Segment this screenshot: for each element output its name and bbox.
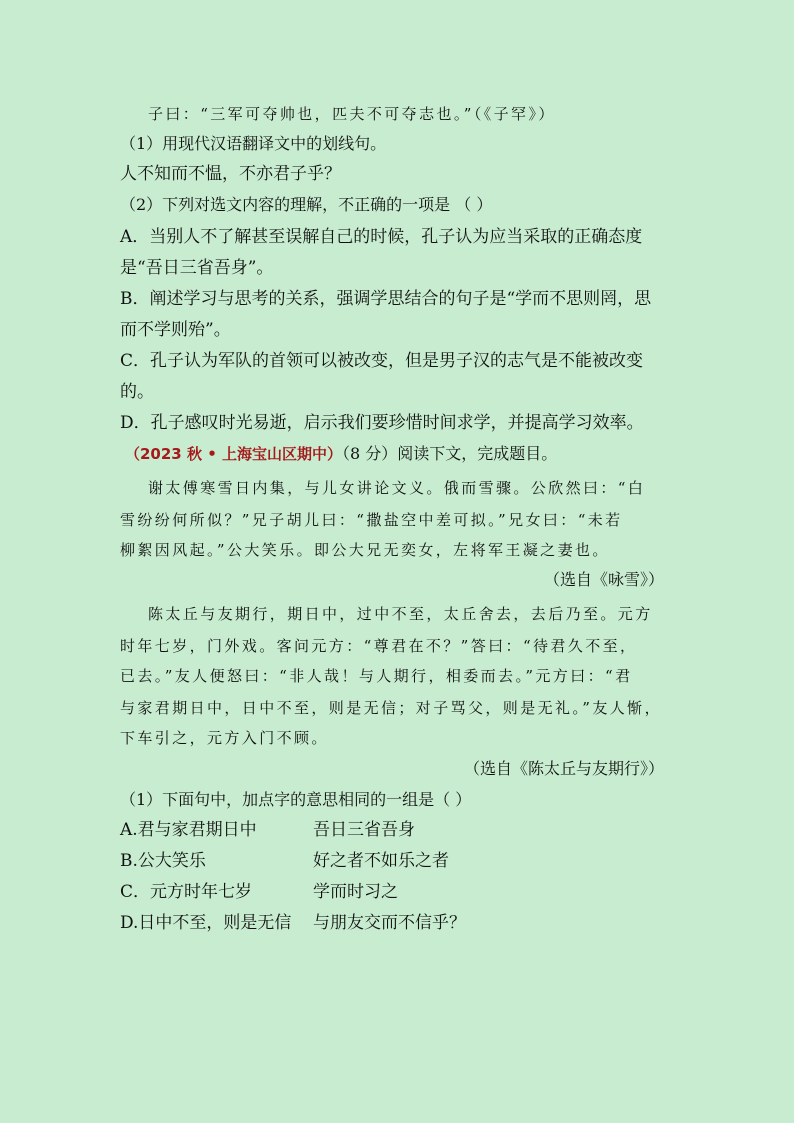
source-yongxue: （选自《咏雪》） — [543, 570, 664, 589]
source-chentaiqiu: （选自《陈太丘与友期行》） — [463, 759, 664, 778]
chentaiqiu-para-line2: 时年七岁，门外戏。客问元方：“尊君在不？”答曰：“待君久不至， — [120, 637, 638, 655]
question-1: （1）用现代汉语翻译文中的划线句。 — [120, 134, 387, 153]
chentaiqiu-para-line3: 已去。”友人便怒曰：“非人哉！与人期行，相委而去。”元方曰：“君 — [120, 667, 633, 685]
choice-a-left: A.君与家君期日中 — [120, 820, 257, 840]
choice-d-left: D.日中不至，则是无信 — [120, 913, 292, 933]
choice-b-right: 好之者不如乐之者 — [313, 851, 449, 871]
choice-a-right: 吾日三省吾身 — [313, 820, 415, 840]
option-a-line2: 是“吾日三省吾身”。 — [120, 258, 274, 278]
chentaiqiu-para-line4: 与家君期日中，日中不至，则是无信；对子骂父，则是无礼。”友人惭， — [120, 699, 662, 717]
option-b-line2: 而不学则殆”。 — [120, 320, 231, 340]
option-a-line1: A．当别人不了解甚至误解自己的时候，孔子认为应当采取的正确态度 — [120, 227, 643, 247]
option-b-line1: B．阐述学习与思考的关系，强调学思结合的句子是“学而不思则罔，思 — [120, 289, 652, 309]
chentaiqiu-para-line1: 陈太丘与友期行，期日中，过中不至，太丘舍去，去后乃至。元方 — [148, 605, 653, 623]
option-d-line: D．孔子感叹时光易逝，启示我们要珍惜时间求学，并提高学习效率。 — [120, 413, 644, 433]
yongxue-para-line3: 柳絮因风起。”公大笑乐。即公大兄无奕女，左将军王凝之妻也。 — [120, 541, 610, 559]
answer-line: 人不知而不愠，不亦君子乎？ — [120, 164, 341, 184]
option-c-line1: C．孔子认为军队的首领可以被改变，但是男子汉的志气是不能被改变 — [120, 351, 644, 371]
yongxue-para-line2: 雪纷纷何所似？”兄子胡儿曰：“撒盐空中差可拟。”兄女曰：“未若 — [120, 511, 623, 529]
section-instruction: （8 分）阅读下文，完成题目。 — [342, 444, 558, 463]
choice-d-right: 与朋友交而不信乎？ — [313, 913, 466, 933]
question-3: （1）下面句中，加点字的意思相同的一组是（ ） — [120, 790, 472, 809]
chentaiqiu-para-line5: 下车引之，元方入门不顾。 — [120, 729, 329, 747]
quote-zihan: 子曰：“三军可夺帅也，匹夫不可夺志也。”（《子罕》） — [148, 105, 556, 123]
source-tag: （2023 秋 • 上海宝山区期中） — [125, 445, 343, 463]
choice-c-right: 学而时习之 — [313, 882, 398, 902]
section-heading — [125, 444, 557, 464]
yongxue-para-line1: 谢太傅寒雪日内集，与儿女讲论文义。俄而雪骤。公欣然曰：“白 — [148, 479, 646, 497]
question-2: （2）下列对选文内容的理解，不正确的一项是 （ ） — [120, 195, 493, 214]
option-c-line2: 的。 — [120, 382, 154, 402]
choice-c-left: C．元方时年七岁 — [120, 882, 253, 902]
choice-b-left: B.公大笑乐 — [120, 851, 206, 871]
